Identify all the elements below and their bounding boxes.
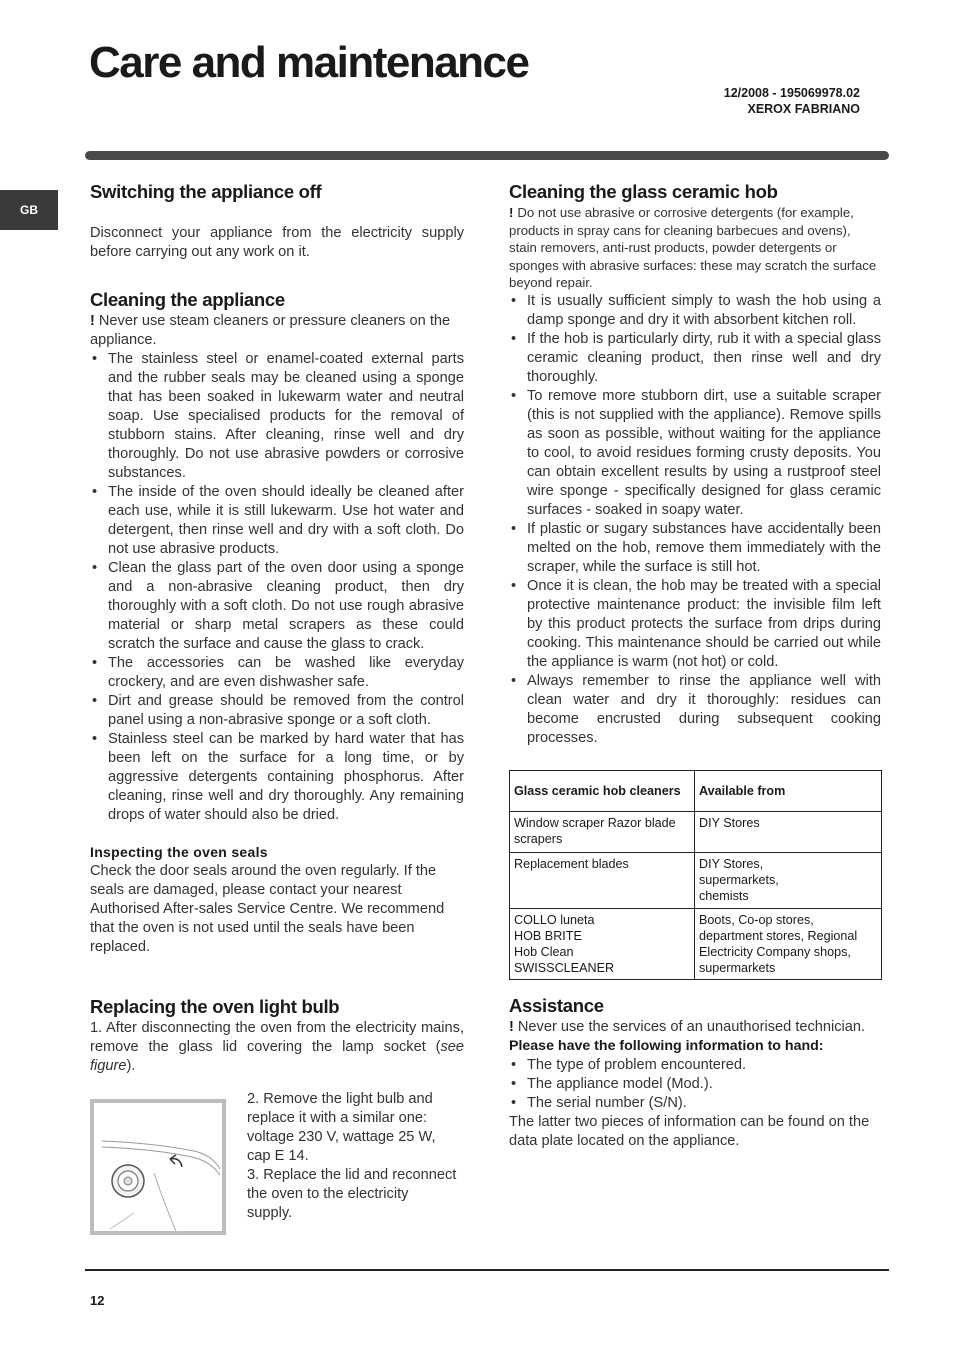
list-item: • The type of problem encountered. <box>509 1056 881 1075</box>
list-item: • It is usually sufficient simply to wash the hob using a damp sponge and dry it with absorbent kitchen roll. <box>509 292 881 330</box>
list-item: • The inside of the oven should ideally be cleaned after each use, while it is still lukewarm. Use hot water and detergent, then rinse well and dry with a soft cloth. Do not use abrasive products. <box>90 483 464 559</box>
cleaning-appliance-warning <box>90 312 464 350</box>
glass-hob-warning <box>509 204 881 292</box>
table-row <box>510 811 882 852</box>
cleaning-appliance-heading: Cleaning the appliance <box>90 289 285 310</box>
step-1-text: 1. After disconnecting the oven from the electricity mains, remove the glass lid covering the lamp socket ( <box>90 1020 464 1055</box>
page-title: Care and maintenance <box>89 38 529 87</box>
cell-line: Window scraper Razor blade scrapers <box>514 815 676 846</box>
cell-line: DIY Stores, <box>699 856 764 871</box>
cleaning-appliance-list <box>90 350 464 825</box>
step-1-end: ). <box>126 1058 136 1074</box>
switching-off-heading: Switching the appliance off <box>90 181 322 202</box>
right-column <box>509 180 881 1151</box>
assistance-warning <box>509 1018 881 1037</box>
seals-heading: Inspecting the oven seals <box>90 844 268 860</box>
table-cell-source <box>695 852 882 908</box>
table-cell-product <box>510 908 695 979</box>
list-item: • Dirt and grease should be removed from the control panel using a non-abrasive sponge or a soft cloth. <box>90 692 464 730</box>
list-item: • To remove more stubborn dirt, use a suitable scraper (this is not supplied with the appliance). Remove spills as soon as possible, without waiting for the appliance to cool, to avoid residues forming crusty deposits. You can obtain excellent results by using a rustproof steel wire sponge - specifically designed for glass ceramic surfaces - soaked in soapy water. <box>509 387 881 520</box>
lamp-socket-illustration <box>94 1103 222 1231</box>
assistance-footer-text: The latter two pieces of information can be found on the data plate located on the appliance. <box>509 1113 870 1149</box>
left-column <box>90 180 464 1076</box>
see-figure-note: see figure <box>90 1039 464 1074</box>
table-cell-source <box>695 811 882 852</box>
cell-line: Boots, Co-op stores, department stores, Regional Electricity Company shops, supermarkets <box>699 912 858 975</box>
header-divider <box>85 151 889 160</box>
cell-line: supermarkets, <box>699 872 779 887</box>
glass-hob-heading: Cleaning the glass ceramic hob <box>509 181 778 202</box>
warning-text: Do not use abrasive or corrosive detergents (for example, products in spray cans for cleaning barbecues and ovens), stain removers, anti-rust products, powder detergents or sponges with abrasive surfaces: these may scratch the surface beyond repair. <box>509 205 877 290</box>
list-item: • The serial number (S/N). <box>509 1094 881 1113</box>
table-cell-product <box>510 852 695 908</box>
cleaners-table <box>509 770 882 980</box>
cell-line: COLLO luneta <box>514 912 595 927</box>
lamp-socket-figure <box>90 1099 226 1235</box>
light-bulb-heading: Replacing the oven light bulb <box>90 996 340 1017</box>
document-code-line-1: 12/2008 - 195069978.02 <box>723 86 860 100</box>
document-code <box>640 85 860 117</box>
list-item: • Clean the glass part of the oven door using a sponge and a non-abrasive cleaning product, then dry thoroughly with a soft cloth. Do not use rough abrasive material or sharp metal scrapers as these could scratch the surface and cause the glass to crack. <box>90 559 464 654</box>
list-item: • Once it is clean, the hob may be treated with a special protective maintenance product: the invisible film left by this product protects the surface from drips during cooking. This maintenance should be carried out while the appliance is warm (not hot) or cold. <box>509 577 881 672</box>
table-cell-source <box>695 908 882 979</box>
language-tab: GB <box>0 190 58 230</box>
light-bulb-step-1 <box>90 1019 464 1076</box>
cell-line: Hob Clean <box>514 944 574 959</box>
assistance-heading: Assistance <box>509 994 604 1016</box>
table-row <box>510 908 882 979</box>
seals-text: Check the door seals around the oven regularly. If the seals are damaged, please contact your nearest Authorised After-sales Service Centre. We recommend that the oven is not used until the seals have been replaced. <box>90 863 445 955</box>
table-cell-product <box>510 811 695 852</box>
footer-divider <box>85 1269 889 1271</box>
switching-off-text: Disconnect your appliance from the electricity supply before carrying out any work on it. <box>90 225 464 260</box>
cell-line: Replacement blades <box>514 856 629 871</box>
cell-line: DIY Stores <box>699 815 760 830</box>
cell-line: chemists <box>699 888 749 903</box>
list-item: • Stainless steel can be marked by hard water that has been left on the surface for a long time, or by aggressive detergents containing phosphorus. After cleaning, rinse well and dry thoroughly. Any remaining drops of water should also be dried. <box>90 730 464 825</box>
light-bulb-step-2: 2. Remove the light bulb and replace it with a similar one: voltage 230 V, wattage 25 W, cap E 14. <box>247 1091 436 1164</box>
table-row <box>510 852 882 908</box>
warning-mark: ! <box>509 205 514 220</box>
document-code-line-2: XEROX FABRIANO <box>747 102 860 116</box>
column-header-source: Available from <box>695 770 882 811</box>
list-item: • The stainless steel or enamel-coated external parts and the rubber seals may be cleaned using a sponge that has been soaked in lukewarm water and neutral soap. Use specialised products for the removal of stubborn stains. After cleaning, rinse well and dry thoroughly. Do not use abrasive powders or corrosive substances. <box>90 350 464 483</box>
warning-text: Never use steam cleaners or pressure cleaners on the appliance. <box>90 313 451 348</box>
warning-mark: ! <box>90 313 95 329</box>
assistance-info-heading: Please have the following information to hand: <box>509 1037 824 1054</box>
cell-line: SWISSCLEANER <box>514 960 615 975</box>
glass-hob-list <box>509 292 881 748</box>
page-number: 12 <box>90 1293 105 1308</box>
light-bulb-step-3: 3. Replace the lid and reconnect the oven to the electricity supply. <box>247 1167 457 1221</box>
list-item: • If plastic or sugary substances have accidentally been melted on the hob, remove them immediately with the scraper, while the surface is still hot. <box>509 520 881 577</box>
list-item: • If the hob is particularly dirty, rub it with a special glass ceramic cleaning product, then rinse well and dry thoroughly. <box>509 330 881 387</box>
column-header-product: Glass ceramic hob cleaners <box>510 770 695 811</box>
list-item: • The appliance model (Mod.). <box>509 1075 881 1094</box>
warning-text: Never use the services of an unauthorised technician. <box>517 1018 866 1035</box>
list-item: • Always remember to rinse the appliance well with clean water and dry it thoroughly: residues can become encrusted during subsequent cooking processes. <box>509 672 881 748</box>
table-header-row <box>510 770 882 811</box>
cell-line: HOB BRITE <box>514 928 582 943</box>
light-bulb-steps <box>247 1090 457 1223</box>
warning-mark: ! <box>509 1018 514 1035</box>
assistance-list <box>509 1056 881 1113</box>
list-item: • The accessories can be washed like everyday crockery, and are even dishwasher safe. <box>90 654 464 692</box>
